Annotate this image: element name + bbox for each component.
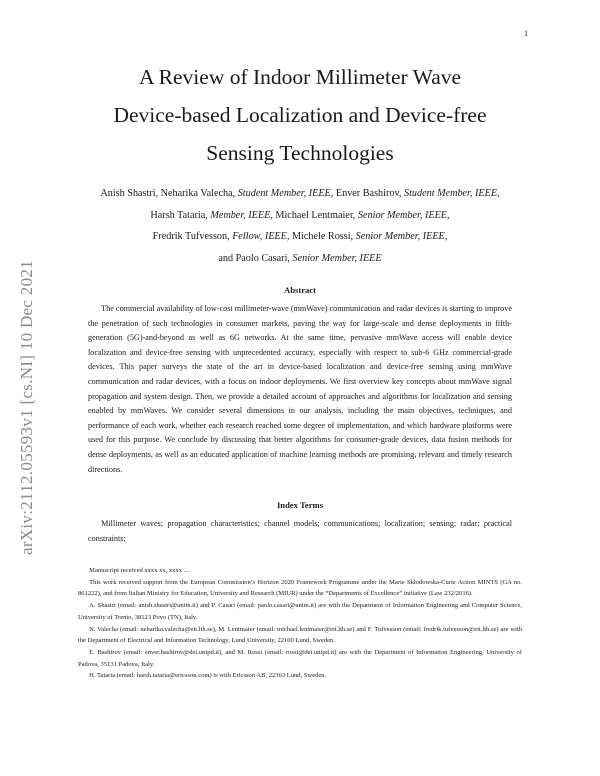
title-line-1: A Review of Indoor Millimeter Wave	[138, 65, 462, 89]
abstract-body: The commercial availability of low-cost millimeter-wave (mmWave) communication and radar devices is starting to improve the penetration of such technologies in consumer markets, paving the way for large-scale and dense deployments in fifth-generation (5G)-and-beyond as well as 6G networks. At the same time, pervasive mmWave access will enable device localization and device-free sensing with unprecedented accuracy, especially with respect to sub-6 GHz commercial-grade devices. This paper surveys the state of the art in device-based localization and device-free sensing using mmWave communication and radar devices, with a focus on indoor deployments. We first overview key concepts about mmWave signal propagation and system design. Then, we provide a detailed account of approaches and algorithms for localization and sensing enabled by mmWaves. We consider several dimensions in our analysis, including the main objectives, techniques, and performance of each work, whether each research reached some degree of implementation, and which hardware platforms were used for this purpose. We conclude by discussing that better algorithms for consumer-grade devices, data fusion methods for dense deployments, as well as an educated application of machine learning methods are promising, relevant and timely research directions.	[88, 304, 512, 474]
footnote-affiliation-padova: E. Bashirov (email: enver.bashirov@dei.unipd.it), and M. Rossi (email: rossi@dei.unipd.it) are with the Department of Information Engineering, University of Padova, 35131 Padova, Italy.	[78, 648, 522, 668]
title-line-2: Device-based Localization and Device-free	[113, 103, 487, 127]
footnotes	[78, 565, 522, 682]
author-line-3: Fredrik Tufvesson, Fellow, IEEE, Michele Rossi, Senior Member, IEEE,	[152, 231, 448, 242]
index-terms-heading: Index Terms	[276, 500, 324, 510]
footnote-affiliation-ericsson: H. Tataria (email: harsh.tataria@ericsson.com) is with Ericsson AB, 22363 Lund, Sweden.	[89, 672, 327, 680]
author-line-1: Anish Shastri, Neharika Valecha, Student Member, IEEE, Enver Bashirov, Student Member, IEEE,	[100, 188, 500, 199]
arxiv-identifier: arXiv:2112.05593v1 [cs.NI] 10 Dec 2021	[17, 260, 36, 555]
page-number: 1	[524, 29, 528, 38]
author-line-4: and Paolo Casari, Senior Member, IEEE	[218, 252, 382, 264]
footnote-manuscript: Manuscript received xxxx xx, xxxx ....	[89, 567, 191, 574]
paper-title	[60, 58, 540, 172]
footnote-affiliation-trento: A. Shastri (email: anish.shastri@unitn.it) and P. Casari (email: paolo.casari@unitn.it) are with the Department of Information Engineering and Computer Science, University of Trento, 38123 Povo (TN), Italy.	[78, 602, 522, 621]
author-list	[60, 183, 540, 269]
footnote-funding: This work received support from the European Commission’s Horizon 2020 Framework Programme under the Marie Skłodowska-Curie Action MINTS (GA no. 861222), and from Italian Ministry for Education, University and Research (MIUR) under the “Departments of Excellence” initiative (Law 232/2016).	[78, 578, 522, 598]
title-line-3: Sensing Technologies	[206, 141, 394, 165]
author-line-2: Harsh Tataria, Member, IEEE, Michael Lentmaier, Senior Member, IEEE,	[150, 209, 450, 221]
footnote-affiliation-lund: N. Valecha (email: neharika.valecha@eit.lth.se), M. Lentmaier (email: michael.lentmaier@eit.lth.se) and F. Tufvesson (email: fredrik.tufvesson@eit.lth.se) are with the Department of Electrical and Information Technology, Lund University, 22100 Lund, Sweden.	[78, 625, 522, 645]
index-terms-body: Millimeter waves; propagation characteristics; channel models; communications; localization; sensing; radar; practical constraints;	[88, 519, 512, 543]
abstract-heading: Abstract	[284, 285, 316, 295]
